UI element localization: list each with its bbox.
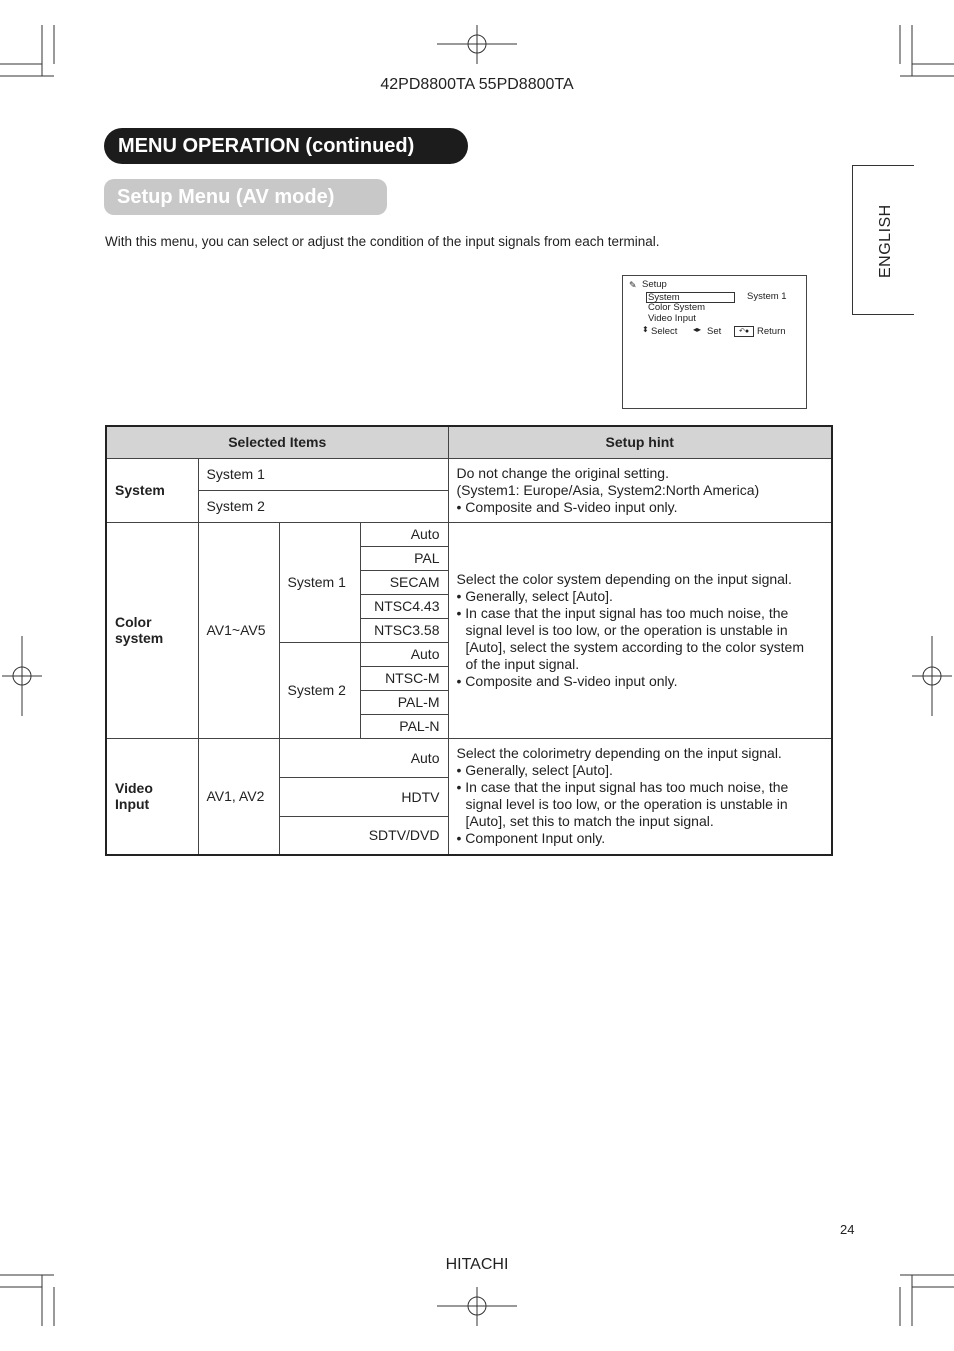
osd-nav-set: Set <box>707 326 722 337</box>
page-number: 24 <box>840 1222 855 1237</box>
row-label-system: System <box>106 458 198 522</box>
leftright-arrow-icon: ◂▸ <box>693 325 702 334</box>
hint-line: • Generally, select [Auto]. <box>456 587 613 604</box>
language-label: ENGLISH <box>877 204 894 278</box>
hint-line: • In case that the input signal has too much noise, the <box>456 604 789 621</box>
system-hint <box>448 458 832 522</box>
setup-table <box>105 425 833 856</box>
hint-line: • In case that the input signal has too much noise, the <box>456 779 789 796</box>
video-input: AV1, AV2 <box>198 738 279 855</box>
hint-line: • Composite and S-video input only. <box>456 672 678 689</box>
section-title: MENU OPERATION (continued) <box>104 128 468 164</box>
hint-line: of the input signal. <box>465 655 580 672</box>
hint-line: • Generally, select [Auto]. <box>456 762 613 779</box>
label-line: Video <box>115 780 153 797</box>
header-setup-hint: Setup hint <box>448 426 832 458</box>
video-option: Auto <box>279 738 448 777</box>
color-input: AV1~AV5 <box>198 522 279 738</box>
osd-item-video-input: Video Input <box>648 313 696 324</box>
color-option: PAL-N <box>360 714 448 738</box>
row-label-video-input <box>106 738 198 855</box>
osd-item-system: System <box>646 292 735 303</box>
hint-line: • Component Input only. <box>456 830 606 847</box>
label-line: Input <box>115 796 150 813</box>
label-line: system <box>115 630 164 646</box>
intro-text: With this menu, you can select or adjust the condition of the input signals from each terminal. <box>105 234 660 249</box>
setup-icon: ✎ <box>629 280 637 290</box>
updown-arrow-icon: ⬍ <box>642 325 649 334</box>
hint-line: signal level is too low, or the operation is unstable in <box>465 621 788 638</box>
color-option: NTSC-M <box>360 666 448 690</box>
osd-value: System 1 <box>747 291 787 302</box>
osd-nav-return: Return <box>757 326 786 337</box>
hint-line: signal level is too low, or the operation is unstable in <box>465 796 788 813</box>
video-option: SDTV/DVD <box>279 816 448 855</box>
color-option: PAL <box>360 546 448 570</box>
color-option: NTSC3.58 <box>360 618 448 642</box>
label-line: Color <box>115 614 152 630</box>
header-selected-items: Selected Items <box>106 426 448 458</box>
osd-title: Setup <box>642 279 667 290</box>
color-option: Auto <box>360 522 448 546</box>
hint-line: Select the colorimetry depending on the input signal. <box>456 745 782 762</box>
color-option: PAL-M <box>360 690 448 714</box>
hint-line: [Auto], select the system according to the color system <box>465 638 804 655</box>
color-option: Auto <box>360 642 448 666</box>
osd-item-color-system: Color System <box>648 302 706 313</box>
hint-line: • Composite and S-video input only. <box>456 498 678 515</box>
language-tab <box>852 165 914 315</box>
hint-line: [Auto], set this to match the input signal. <box>465 813 714 830</box>
osd-screen <box>622 275 807 409</box>
osd-nav-select: Select <box>651 326 678 337</box>
model-number: 42PD8800TA 55PD8800TA <box>380 76 574 93</box>
subsection-title: Setup Menu (AV mode) <box>104 179 387 215</box>
hint-line: Do not change the original setting. <box>456 464 669 481</box>
color-system1: System 1 <box>279 522 360 642</box>
hint-line: Select the color system depending on the input signal. <box>456 570 792 587</box>
system-option: System 1 <box>198 458 448 490</box>
video-option: HDTV <box>279 777 448 816</box>
video-hint <box>448 738 832 855</box>
color-hint <box>448 522 832 738</box>
return-icon: ↶● <box>734 326 754 337</box>
system-option: System 2 <box>198 490 448 522</box>
row-label-color-system <box>106 522 198 738</box>
brand-name: HITACHI <box>445 1256 509 1273</box>
hint-line: (System1: Europe/Asia, System2:North America) <box>456 481 760 498</box>
color-system2: System 2 <box>279 642 360 738</box>
color-option: SECAM <box>360 570 448 594</box>
color-option: NTSC4.43 <box>360 594 448 618</box>
